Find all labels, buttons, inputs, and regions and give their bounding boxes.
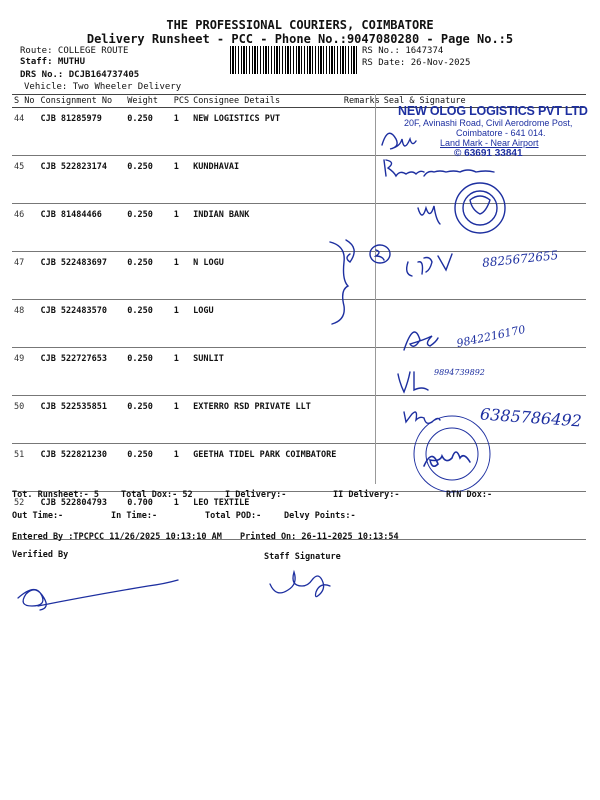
col-sno: S No [12,95,38,108]
handwritten-phone-1: 8825672655 [481,248,559,270]
rtn-dox: RTN Dox:- [446,490,493,500]
row-pcs: 1 [172,108,191,156]
rs-date: RS Date: 26-Nov-2025 [362,58,471,68]
row-weight: 0.250 [125,348,171,396]
row-consignment: CJB 522535851 [38,396,125,444]
row-consignee: EXTERRO RSD PRIVATE LLT [191,396,342,444]
runsheet-subtitle: Delivery Runsheet - PCC - Phone No.:9047080280 - Page No.:5 [86,32,514,46]
stamp-company: NEW OLOG LOGISTICS PVT LTD [398,104,588,118]
stamp-address1: 20F, Avinashi Road, Civil Aerodrome Post, [404,118,573,128]
row-consignee: N LOGU [191,252,342,300]
row-consignee: GEETHA TIDEL PARK COIMBATORE [191,444,342,492]
row-weight: 0.250 [125,300,171,348]
handwritten-phone-2: 9842216170 [455,322,527,351]
rs-number: RS No.: 1647374 [362,46,444,56]
row-weight: 0.250 [125,204,171,252]
delvy-points: Delvy Points:- [284,511,356,521]
row-weight: 0.250 [125,444,171,492]
row-weight: 0.250 [125,252,171,300]
row-sno: 51 [12,444,38,492]
row-consignee: LEO TEXTILE [191,492,342,540]
out-time: Out Time:- [12,511,64,521]
row-sno: 47 [12,252,38,300]
row-consignee: LOGU [191,300,342,348]
row-pcs: 1 [172,156,191,204]
col-seal-signature: Seal & Signature [382,95,586,108]
row-weight: 0.250 [125,108,171,156]
printed-on: Printed On: 26-11-2025 10:13:54 [240,532,399,542]
total-dox: Total Dox:- 52 [121,490,193,500]
company-title: THE PROFESSIONAL COURIERS, COIMBATORE [166,18,434,32]
row-consignment: CJB 522804793 [38,492,125,540]
ii-delivery: II Delivery:- [333,490,400,500]
entered-by: Entered By :TPCPCC 11/26/2025 10:13:10 AM [12,532,222,542]
row-consignee: KUNDHAVAI [191,156,342,204]
col-consignment: Consignment No [38,95,125,108]
col-weight: Weight [125,95,171,108]
row-consignment: CJB 81484466 [38,204,125,252]
row-pcs: 1 [172,204,191,252]
col-remarks: Remarks [343,96,380,106]
col-consignee: Consignee Details [191,95,342,108]
total-pod: Total POD:- [205,511,262,521]
row-sno: 45 [12,156,38,204]
i-delivery: I Delivery:- [225,490,287,500]
tot-runsheet: Tot. Runsheet:- 5 [12,490,99,500]
in-time: In Time:- [111,511,158,521]
row-consignee: SUNLIT [191,348,342,396]
row-sno: 50 [12,396,38,444]
row-sno: 49 [12,348,38,396]
row-consignee: INDIAN BANK [191,204,342,252]
col-pcs: PCS [173,96,190,106]
row-pcs: 1 [172,300,191,348]
row-pcs: 1 [172,348,191,396]
row-sno: 46 [12,204,38,252]
row-consignment: CJB 522727653 [38,348,125,396]
route-label: Route: COLLEGE ROUTE [20,46,129,56]
row-sno: 52 [12,492,38,540]
row-weight: 0.250 [125,396,171,444]
vehicle-label: Vehicle: Two Wheeler Delivery [24,82,182,92]
row-pcs: 1 [172,492,191,540]
row-consignment: CJB 522823174 [38,156,125,204]
handwritten-phone-4: 6385786492 [479,404,583,431]
row-sno: 44 [12,108,38,156]
row-pcs: 1 [172,444,191,492]
row-consignment: CJB 522483570 [38,300,125,348]
stamp-address3: Land Mark - Near Airport [440,138,539,148]
handwritten-phone-3: 9894739892 [434,368,485,377]
drs-number: DRS No.: DCJB164737405 [20,70,140,80]
row-consignment: CJB 81285979 [38,108,125,156]
stamp-phone: © 63691 33841 [454,148,523,159]
row-consignee: NEW LOGISTICS PVT [191,108,342,156]
row-pcs: 1 [172,252,191,300]
staff-signature-label: Staff Signature [264,552,341,562]
row-weight: 0.700 [125,492,171,540]
row-weight: 0.250 [125,156,171,204]
row-sno: 48 [12,300,38,348]
row-consignment: CJB 522483697 [38,252,125,300]
row-consignment: CJB 522821230 [38,444,125,492]
stamp-address2: Coimbatore - 641 014. [456,128,546,138]
verified-by: Verified By [12,550,69,560]
row-pcs: 1 [172,396,191,444]
staff-label: Staff: MUTHU [20,57,86,67]
